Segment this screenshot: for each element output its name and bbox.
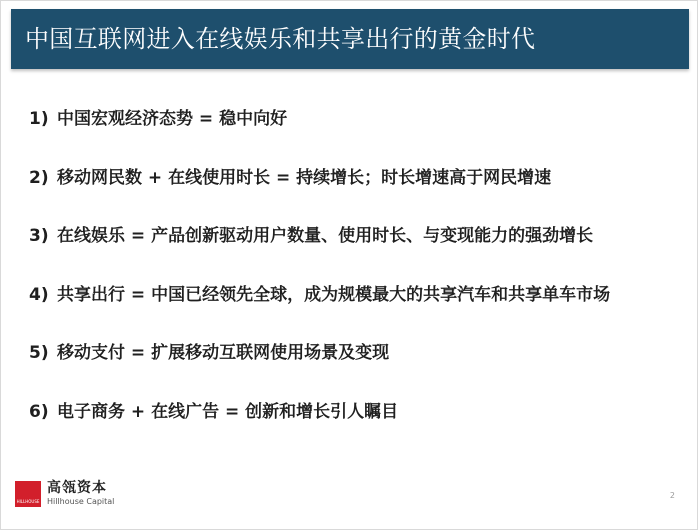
page-number: 2 [669, 491, 675, 500]
title-bar [11, 9, 689, 69]
bullet-text: 电子商务 + 在线广告 = 创新和增长引人瞩目 [57, 401, 399, 422]
bullet-number: 3) [29, 226, 49, 246]
bullet-number: 6) [29, 401, 49, 422]
footer-logo [15, 479, 175, 513]
bullet-list [29, 107, 610, 458]
bullet-number: 5) [29, 343, 49, 363]
bullet-item [29, 400, 610, 459]
hillhouse-logo-icon [15, 481, 41, 507]
bullet-text: 移动支付 = 扩展移动互联网使用场景及变现 [57, 343, 390, 363]
bullet-item [29, 107, 610, 166]
bullet-text: 共享出行 = 中国已经领先全球，成为规模最大的共享汽车和共享单车市场 [57, 284, 611, 305]
logo-english-name: Hillhouse Capital [47, 497, 115, 506]
bullet-text: 移动网民数 + 在线使用时长 = 持续增长；时长增速高于网民增速 [57, 167, 552, 188]
bullet-number: 1) [29, 109, 49, 129]
bullet-item [29, 166, 610, 225]
bullet-text: 中国宏观经济态势 = 稳中向好 [57, 109, 288, 129]
bullet-text: 在线娱乐 = 产品创新驱动用户数量、使用时长、与变现能力的强劲增长 [57, 226, 594, 246]
bullet-number: 2) [29, 167, 49, 188]
slide-title: 中国互联网进入在线娱乐和共享出行的黄金时代 [25, 25, 536, 53]
bullet-item [29, 224, 610, 283]
logo-mark-text: HILLHOUSE [16, 499, 40, 504]
bullet-item [29, 283, 610, 342]
bullet-number: 4) [29, 284, 49, 305]
bullet-item [29, 341, 610, 400]
logo-chinese-name: 高瓴资本 [47, 480, 107, 496]
